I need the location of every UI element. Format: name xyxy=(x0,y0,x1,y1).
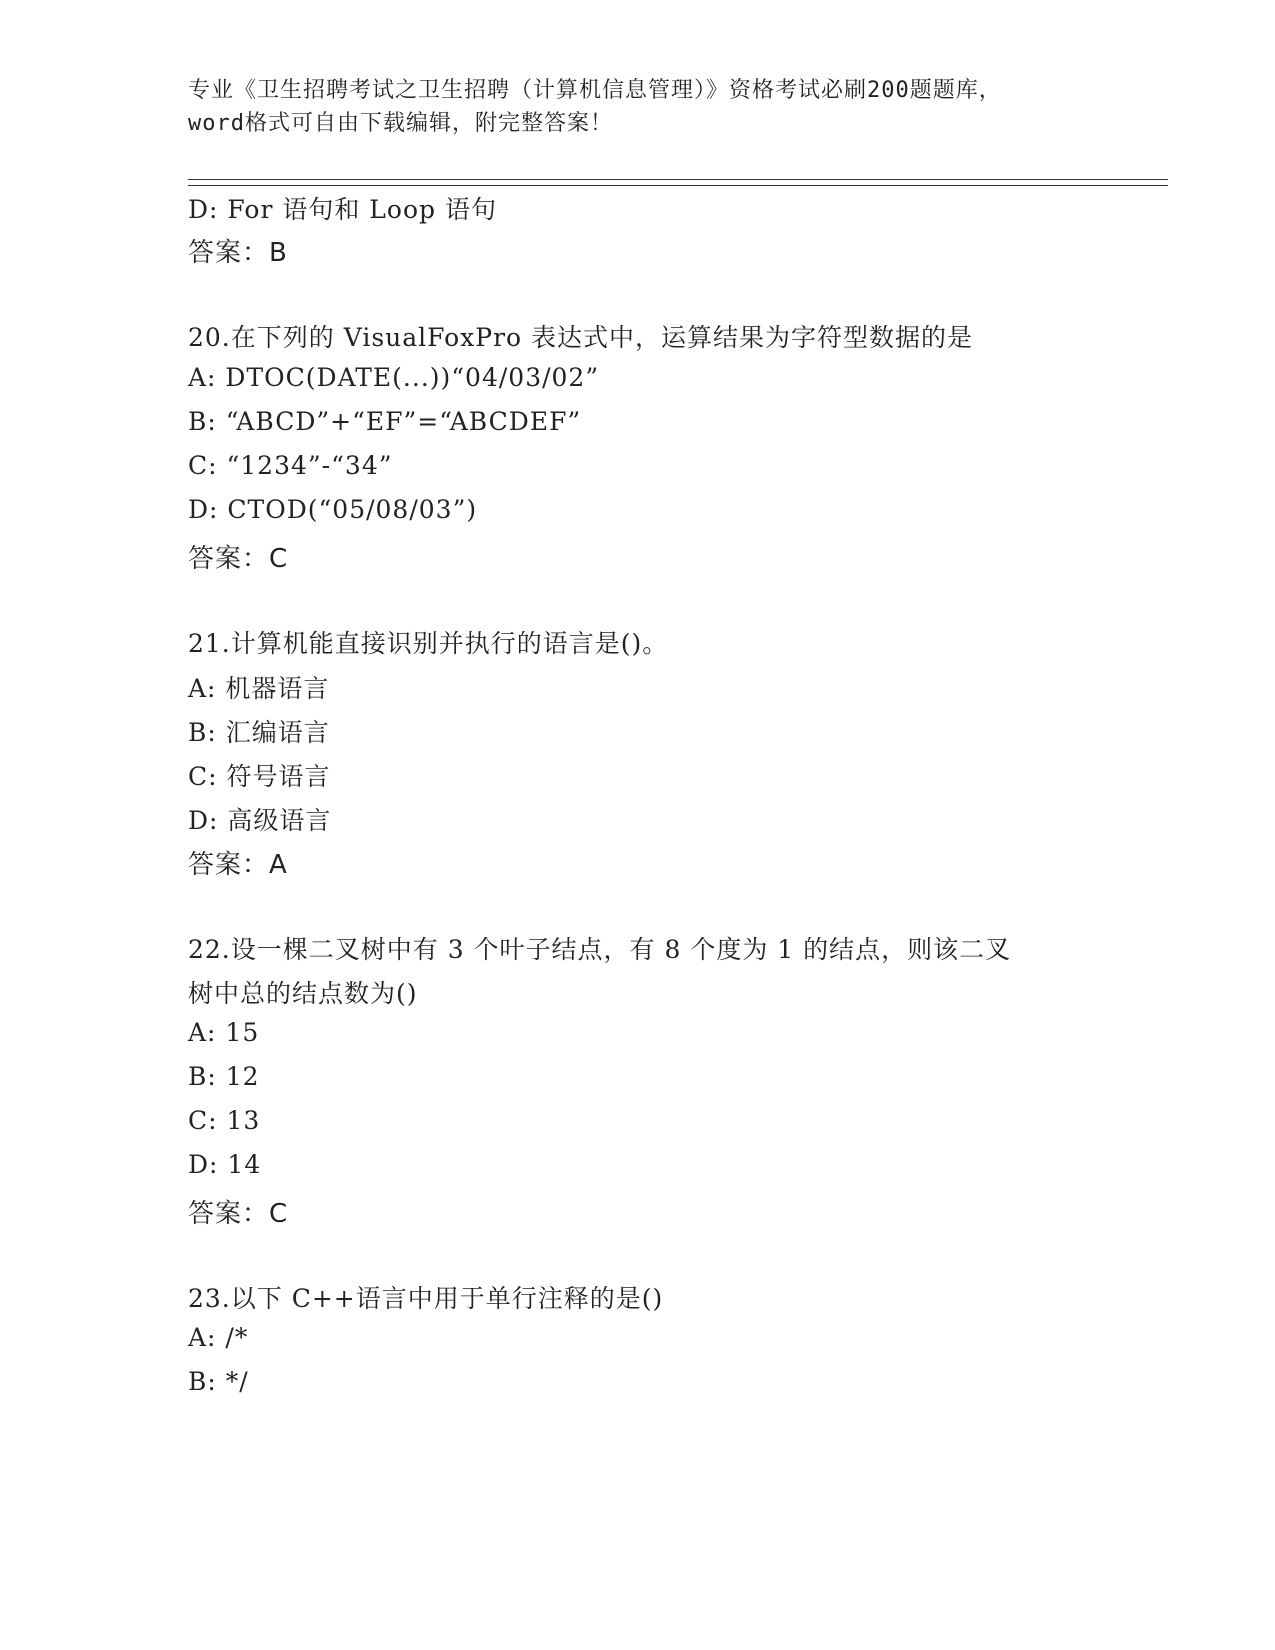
q22-question-line-2: 树中总的结点数为() xyxy=(188,979,418,1008)
q21-answer: 答案：A xyxy=(188,850,288,880)
q22-question-line-1: 22.设一棵二叉树中有 3 个叶子结点，有 8 个度为 1 的结点，则该二叉 xyxy=(188,935,1012,964)
q20-answer: 答案：C xyxy=(188,544,289,574)
header-line-1: 专业《卫生招聘考试之卫生招聘（计算机信息管理）》资格考试必刷200题题库， xyxy=(188,78,1002,103)
q23-option-a: A: /* xyxy=(188,1323,249,1352)
q21-option-b: B: 汇编语言 xyxy=(188,718,330,747)
q21-option-d: D: 高级语言 xyxy=(188,806,332,835)
header-line-2: word格式可自由下载编辑，附完整答案！ xyxy=(188,111,613,136)
q23-option-b: B: */ xyxy=(188,1367,249,1396)
q22-option-d: D: 14 xyxy=(188,1150,262,1179)
header-rule-bottom xyxy=(188,185,1168,186)
q19-option-d: D: For 语句和 Loop 语句 xyxy=(188,195,497,224)
q23-question: 23.以下 C++语言中用于单行注释的是() xyxy=(188,1284,664,1313)
header-rule-top xyxy=(188,179,1168,180)
q22-answer: 答案：C xyxy=(188,1199,289,1229)
document-header xyxy=(188,74,1088,140)
q21-question: 21.计算机能直接识别并执行的语言是()。 xyxy=(188,629,669,658)
q21-option-c: C: 符号语言 xyxy=(188,762,331,791)
q19-answer: 答案：B xyxy=(188,238,288,268)
q22-option-b: B: 12 xyxy=(188,1062,260,1091)
q20-option-b: B: “ABCD”+“EF”=“ABCDEF” xyxy=(188,407,582,436)
q20-question: 20.在下列的 VisualFoxPro 表达式中，运算结果为字符型数据的是 xyxy=(188,323,974,352)
q22-option-c: C: 13 xyxy=(188,1106,261,1135)
q20-option-a: A: DTOC(DATE(...))“04/03/02” xyxy=(188,363,600,392)
q22-option-a: A: 15 xyxy=(188,1018,260,1047)
q20-option-c: C: “1234”-“34” xyxy=(188,451,393,480)
q20-option-d: D: CTOD(“05/08/03”) xyxy=(188,495,478,524)
q21-option-a: A: 机器语言 xyxy=(188,674,330,703)
